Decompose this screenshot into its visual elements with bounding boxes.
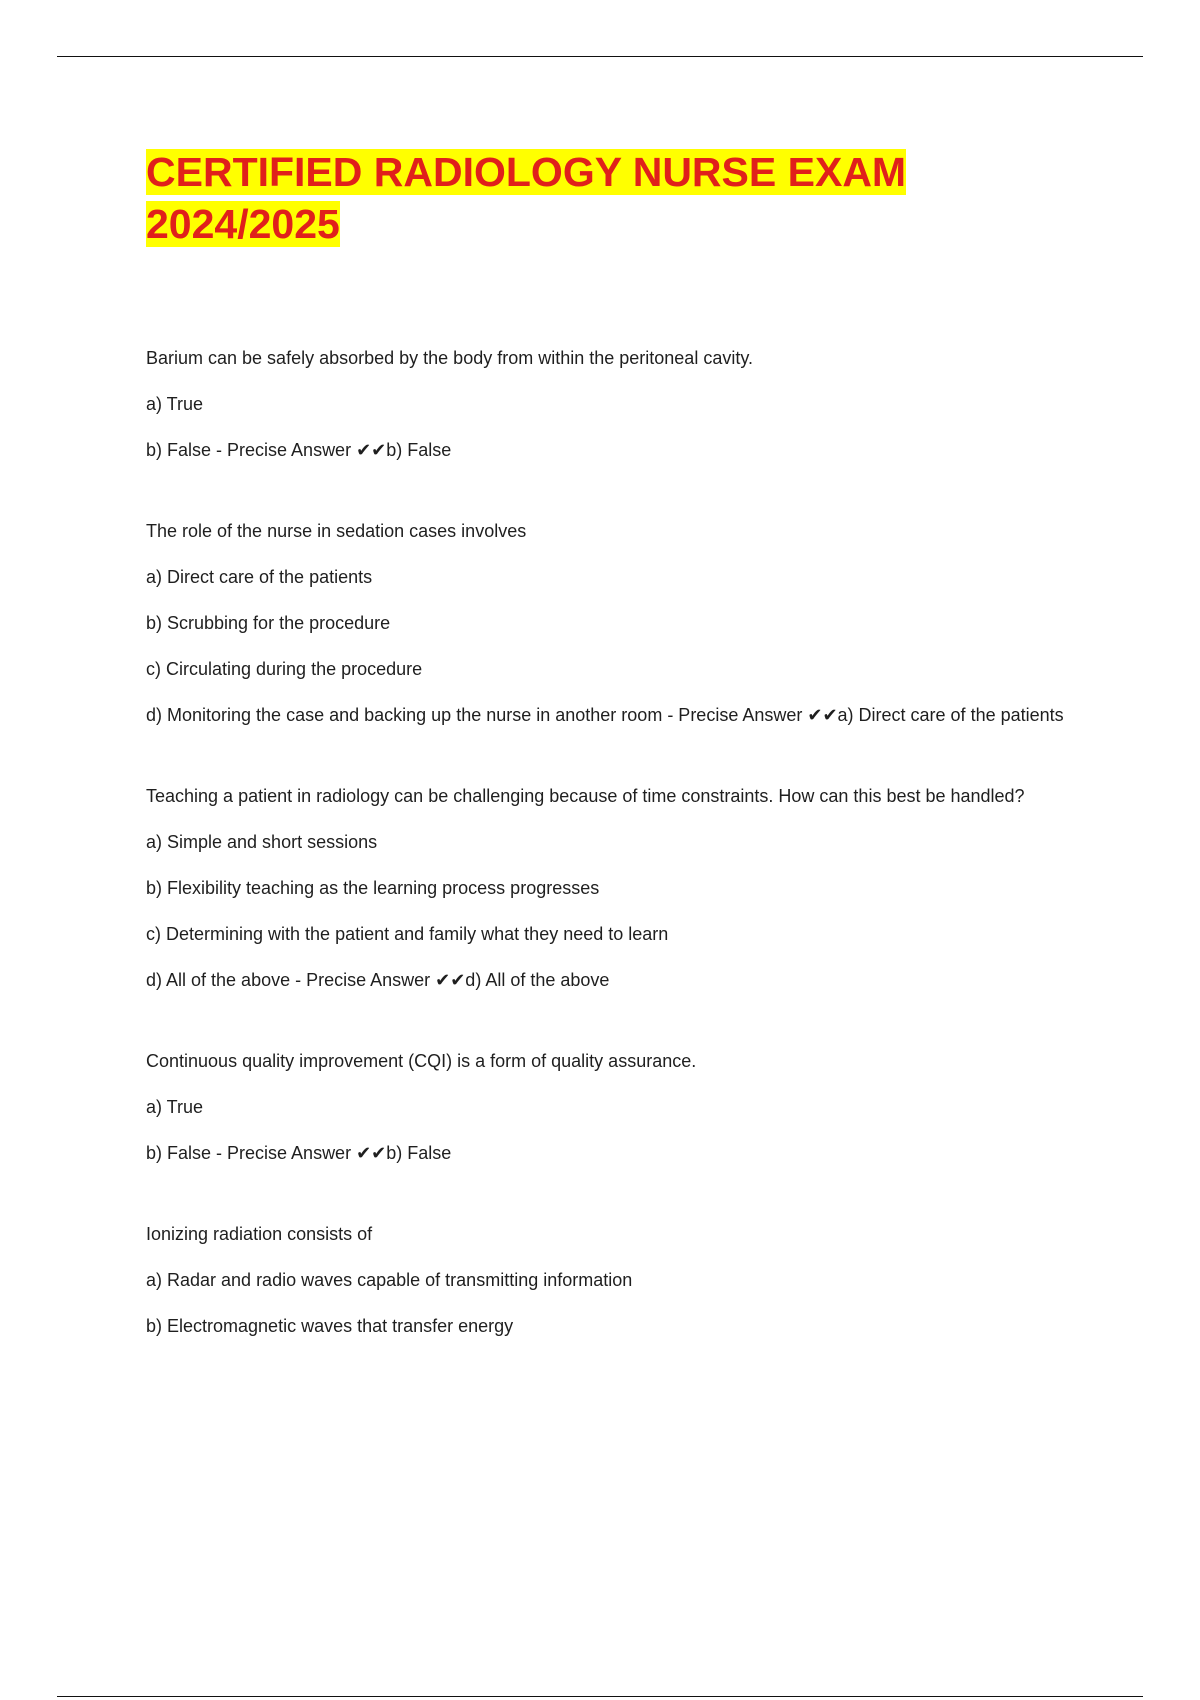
- question-list: [146, 344, 1086, 1341]
- question-block: [146, 782, 1086, 995]
- answer-option: a) Direct care of the patients: [146, 567, 373, 587]
- question-text: Barium can be safely absorbed by the body from within the peritoneal cavity.: [146, 348, 753, 368]
- answer-option: d) Monitoring the case and backing up the nurse in another room - Precise Answer ✔✔a) Direct care of the patients: [146, 705, 1064, 725]
- document-title-text: CERTIFIED RADIOLOGY NURSE EXAM 2024/2025: [146, 149, 907, 247]
- answer-option: b) False - Precise Answer ✔✔b) False: [146, 440, 452, 460]
- question-text: Ionizing radiation consists of: [146, 1224, 373, 1244]
- answer-option: b) Scrubbing for the procedure: [146, 613, 391, 633]
- answer-option: c) Determining with the patient and family what they need to learn: [146, 924, 669, 944]
- answer-option: b) False - Precise Answer ✔✔b) False: [146, 1143, 452, 1163]
- question-text: The role of the nurse in sedation cases involves: [146, 521, 527, 541]
- document-body: [146, 146, 1086, 1393]
- answer-option: b) Electromagnetic waves that transfer energy: [146, 1316, 514, 1336]
- question-text: Continuous quality improvement (CQI) is a form of quality assurance.: [146, 1051, 697, 1071]
- header-rule: [57, 56, 1143, 57]
- answer-option: c) Circulating during the procedure: [146, 659, 423, 679]
- answer-option: a) True: [146, 394, 204, 414]
- question-block: [146, 1047, 1086, 1168]
- answer-option: a) True: [146, 1097, 204, 1117]
- document-title: [146, 146, 966, 250]
- question-block: [146, 1220, 1086, 1341]
- answer-option: b) Flexibility teaching as the learning process progresses: [146, 878, 600, 898]
- question-text: Teaching a patient in radiology can be challenging because of time constraints. How can this best be handled?: [146, 786, 1025, 806]
- question-block: [146, 517, 1086, 730]
- question-block: [146, 344, 1086, 465]
- footer-rule: [57, 1696, 1143, 1697]
- answer-option: a) Simple and short sessions: [146, 832, 378, 852]
- answer-option: d) All of the above - Precise Answer ✔✔d) All of the above: [146, 970, 610, 990]
- answer-option: a) Radar and radio waves capable of transmitting information: [146, 1270, 633, 1290]
